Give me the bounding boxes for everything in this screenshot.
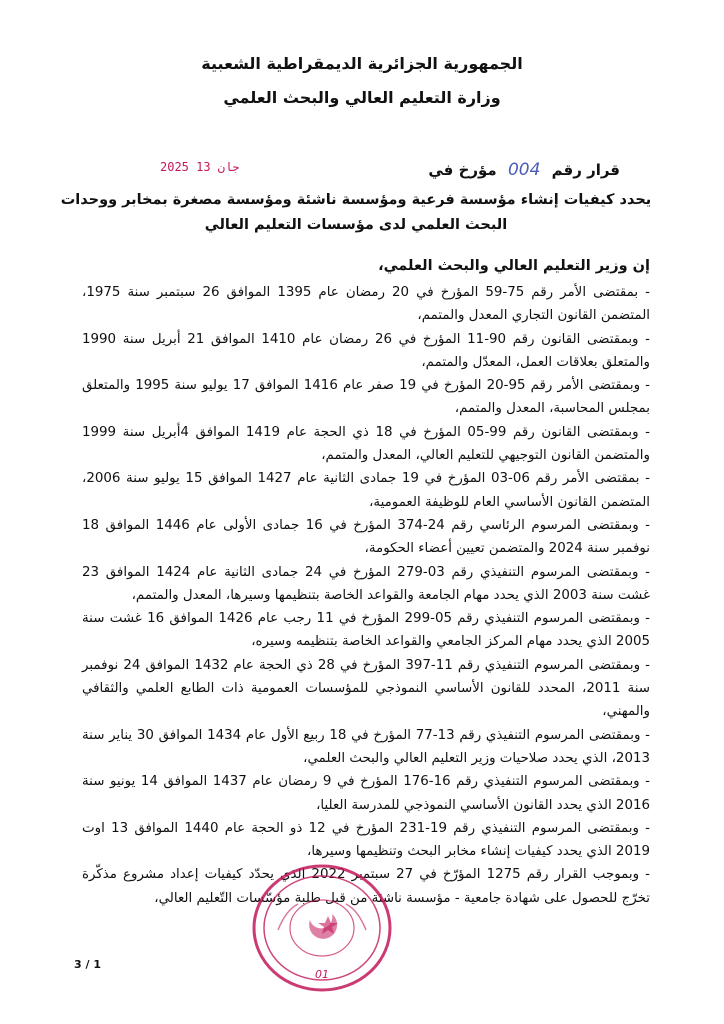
visa-item: - وبمقتضى المرسوم الرئاسي رقم 24-374 المؤرخ في 16 جمادى الأولى عام 1446 الموافق 18 نوفمبر سنة 2024 والمتضمن تعيين أعضاء الحكومة، bbox=[82, 517, 651, 557]
decree-prefix: قرار رقم bbox=[551, 161, 620, 179]
visa-item: - بمقتضى الأمر رقم 06-03 المؤرخ في 19 جمادى الثانية عام 1427 الموافق 15 يوليو سنة 2006، المتضمن القانون الأساسي العام للوظيفة العمومية، bbox=[82, 471, 650, 510]
decree-subject bbox=[60, 188, 652, 238]
visa-item: - وبمقتضى القانون رقم 90-11 المؤرخ في 26 رمضان عام 1410 الموافق 21 أبريل سنة 1990 والمتعلق بعلاقات العمل، المعدّل والمتمم، bbox=[82, 331, 651, 370]
visa-item: - وبمقتضى المرسوم التنفيذي رقم 03-279 المؤرخ في 24 جمادى الثانية عام 1424 الموافق 23 غشت سنة 2003 الذي يحدد مهام الجامعة والقواعد الخاصة بتنظيمها وسيرها، المعدل والمتمم، bbox=[82, 564, 651, 603]
visa-item: - وبمقتضى الأمر رقم 95-20 المؤرخ في 19 صفر عام 1416 الموافق 17 يوليو سنة 1995 والمتعلق بمجلس المحاسبة، المعدل والمتمم، bbox=[82, 378, 650, 417]
date-stamp: 2025 جان 13 bbox=[160, 160, 240, 174]
page-number: 3 / 1 bbox=[74, 958, 101, 971]
visas-list bbox=[82, 281, 650, 910]
subject-line-2: البحث العلمي لدى مؤسسات التعليم العالي bbox=[204, 217, 508, 233]
visa-item: - وبموجب القرار رقم 1275 المؤرّخ في 27 سبتمبر 2022 الذي يحدّد كيفيات إعداد مشروع مذكّرة تخرّج للحصول على شهادة جامعية - مؤسسة ناشئة من قبل طلبة مؤسّسات التّعليم العالي، bbox=[82, 867, 650, 906]
decree-reference bbox=[428, 160, 620, 180]
minister-intro: إن وزير التعليم العالي والبحث العلمي، bbox=[378, 258, 650, 274]
visa-item: - وبمقتضى المرسوم التنفيذي رقم 16-176 المؤرخ في 9 رمضان عام 1437 الموافق 14 يونيو سنة 2016 الذي يحدد القانون الأساسي النموذجي للمدرسة العليا، bbox=[82, 774, 651, 813]
visa-item: - وبمقتضى المرسوم التنفيذي رقم 13-77 المؤرخ في 18 ربيع الأول عام 1434 الموافق 30 يناير سنة 2013، الذي يحدد صلاحيات وزير التعليم العالي والبحث العلمي، bbox=[82, 727, 650, 766]
visa-item: - وبمقتضى القانون رقم 99-05 المؤرخ في 18 ذي الحجة عام 1419 الموافق 4أبريل سنة 1999 والمتضمن القانون التوجيهي للتعليم العالي، المعدل والمتمم، bbox=[82, 424, 650, 464]
visa-item: - وبمقتضى المرسوم التنفيذي رقم 05-299 المؤرخ في 11 رجب عام 1426 الموافق 16 غشت سنة 2005 الذي يحدد مهام المركز الجامعي والقواعد الخاصة بتنظيمه وسيره، bbox=[82, 611, 651, 650]
decree-number: 004 bbox=[507, 160, 541, 180]
visa-item: - وبمقتضى المرسوم التنفيذي رقم 19-231 المؤرخ في 12 ذو الحجة عام 1440 الموافق 13 اوت 2019 الذي يحدد كيفيات إنشاء مخابر البحث وتنظيمها وسيرها، bbox=[82, 820, 651, 860]
official-seal-stamp bbox=[248, 860, 396, 996]
decree-dated-label: مؤرخ في bbox=[428, 161, 497, 179]
ministry-heading: وزارة التعليم العالي والبحث العلمي bbox=[223, 88, 501, 107]
seal-number: 01 bbox=[315, 968, 329, 981]
republic-heading: الجمهورية الجزائرية الديمقراطية الشعبية bbox=[201, 54, 523, 73]
visa-item: - بمقتضى الأمر رقم 75-59 المؤرخ في 20 رمضان عام 1395 الموافق 26 سبتمبر سنة 1975، المتضمن القانون التجاري المعدل والمتمم، bbox=[82, 285, 650, 324]
subject-line-1: يحدد كيفيات إنشاء مؤسسة فرعية ومؤسسة ناشئة ومؤسسة مصغرة بمخابر ووحدات bbox=[60, 192, 652, 208]
visa-item: - وبمقتضى المرسوم التنفيذي رقم 11-397 المؤرخ في 28 ذي الحجة عام 1432 الموافق 24 نوفمبر سنة 2011، المحدد للقانون الأساسي النموذجي للمؤسسات العمومية ذات الطابع العلمي والثقافي والمهني، bbox=[82, 657, 651, 720]
